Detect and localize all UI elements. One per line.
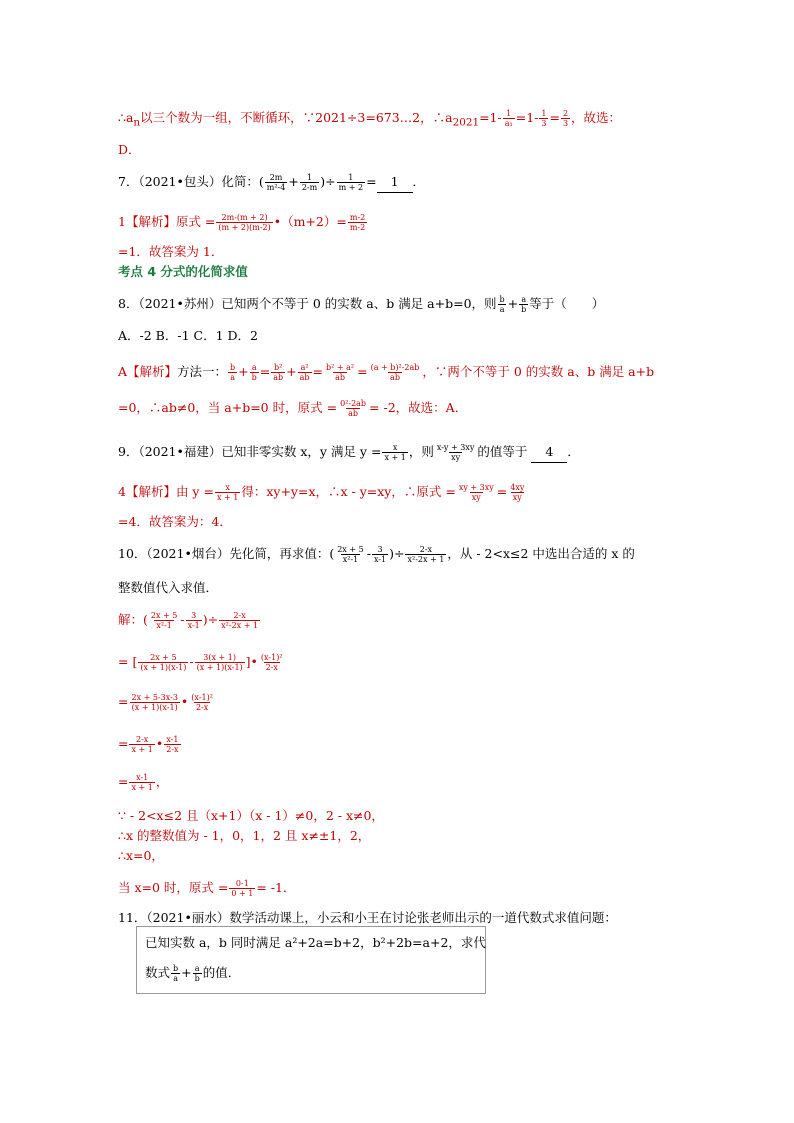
solution-10-step-8: ∴x=0， <box>118 848 164 863</box>
solution-10-step-6: ∵ - 2<x≤2 且（x+1）（x - 1）≠0，2 - x≠0， <box>118 808 384 823</box>
fraction: $\frac{\text{(a + b)²-2ab}}{ab}$ <box>370 363 420 382</box>
solution-10-step-2: = [ $\frac{2x + 5}{(x + 1)(x-1)}$ - $\frac{3(x + 1)}{(x + 1)(x-1)}$ ]• $\frac{\text{(x-1)²}}{2-x}$ <box>118 653 283 672</box>
solution-7: 1【解析】原式 = $\frac{2m-(m + 2)}{(m + 2)(m-2)}$ •（m+2）= $\frac{m-2}{m-2}$ <box>118 213 366 232</box>
fraction: $\frac{1}{2-m}$ <box>301 173 318 192</box>
fraction: $\frac{1}{3}$ <box>541 109 547 128</box>
solution-10-step-1: 解：( $\frac{2x + 5}{\text{x²-1}}$ - $\frac{3}{x-1}$ )÷ $\frac{2-x}{\text{x²-2x + 1}}$ <box>118 611 259 630</box>
fraction: $\frac{a}{b}$ <box>251 363 257 382</box>
fraction: $\frac{2}{3}$ <box>562 109 569 128</box>
fraction: $\frac{a}{b}$ <box>521 295 527 314</box>
problem-box <box>136 926 486 994</box>
solution-10-step-4: = $\frac{2-x}{x + 1}$ • $\frac{x-1}{2-x}$ <box>118 735 179 754</box>
fraction: $\frac{1}{m + 2}$ <box>338 173 364 192</box>
question-10-cont: 整数值代入求值． <box>118 580 219 595</box>
fraction: $\frac{2x + 5}{(x + 1)(x-1)}$ <box>140 653 187 672</box>
solution-10-step-3: = $\frac{2x + 5-3x-3}{(x + 1)(x-1)}$ • $\frac{\text{(x-1)²}}{2-x}$ <box>118 693 213 712</box>
problem-box-line-1: 已知实数 a，b 同时满足 a²+2a=b+2，b²+2b=a+2，求代 <box>145 935 486 950</box>
question-8-options: A．-2 B．-1 C．1 D．2 <box>118 328 258 343</box>
fraction: $\frac{\text{b²}}{ab}$ <box>273 363 284 382</box>
fraction: $\frac{x}{x + 1}$ <box>216 483 239 502</box>
solution-8: A【解析】方法一： $\frac{b}{a}$ + $\frac{a}{b}$ = $\frac{\text{b²}}{ab}$ + $\frac{\text{a²}}{ab}$ = $\frac{\text{b² + a²}}{ab}$ = $\frac{\text{(a + b)²-2ab}}{ab}$ ，∵两个不等于 0 的实数 a、b 满足 a+b <box>118 363 655 382</box>
problem-box-line-2: 数式 $\frac{b}{a}$ + $\frac{a}{b}$ 的值． <box>145 964 241 983</box>
fraction: $\frac{\text{0²-2ab}}{ab}$ <box>340 399 367 418</box>
fraction: $\frac{a}{b}$ <box>194 964 200 983</box>
fraction: $\frac{\text{(x-1)²}}{2-x}$ <box>260 653 283 672</box>
solution-10-step-5: = $\frac{x-1}{x + 1}$ ， <box>118 773 169 792</box>
fraction: $\frac{2x + 5}{\text{x²-1}}$ <box>337 545 364 564</box>
fraction: $\frac{2x + 5}{\text{x²-1}}$ <box>150 611 178 630</box>
solution-10-step-9: 当 x=0 时，原式 = $\frac{0-1}{0 + 1}$ = -1． <box>118 879 296 898</box>
question-8: 8．（2021•苏州）已知两个不等于 0 的实数 a、b 满足 a+b=0，则 $\frac{b}{a}$ + $\frac{a}{b}$ 等于（ ） <box>118 295 605 314</box>
fraction: $\frac{x}{x + 1}$ <box>384 443 406 462</box>
fraction: $\frac{x-1}{2-x}$ <box>166 735 179 754</box>
fraction: $\frac{2m}{\text{m²-4}}$ <box>266 173 286 192</box>
fraction: $\frac{3}{x-1}$ <box>187 611 200 630</box>
fraction: $\frac{\text{a²}}{ab}$ <box>299 363 310 382</box>
fraction: $\frac{\text{(x-1)²}}{2-x}$ <box>191 693 213 712</box>
section-heading: 考点 4 分式的化简求值 <box>118 264 248 279</box>
answer-blank: 4 <box>531 442 567 463</box>
fraction: $\frac{xy + 3xy}{xy}$ <box>458 483 494 502</box>
solution-9-end: =4．故答案为：4． <box>118 514 232 529</box>
fraction: $\frac{b}{a}$ <box>173 964 179 983</box>
question-11: 11．（2021•丽水）数学活动课上，小云和小王在讨论张老师出示的一道代数式求值问题： <box>118 910 617 925</box>
answer-blank: 1 <box>377 172 413 193</box>
fraction: $\frac{4xy}{xy}$ <box>510 483 525 502</box>
fraction: $\frac{b}{a}$ <box>230 363 236 382</box>
fraction: $\frac{2-x}{\text{x²-2x + 1}}$ <box>407 545 445 564</box>
fraction: $\frac{m-2}{m-2}$ <box>349 213 366 232</box>
fraction: $\frac{3}{x-1}$ <box>373 545 387 564</box>
fraction: $\frac{2-x}{x + 1}$ <box>131 735 153 754</box>
fraction: $\frac{x-y + 3xy}{xy}$ <box>436 443 475 462</box>
question-10: 10．（2021•烟台）先化简，再求值：( $\frac{2x + 5}{\text{x²-1}}$ - $\frac{3}{x-1}$ )÷ $\frac{2-x}{\text{x²-2x + 1}}$ ，从 - 2<x≤2 中选出合适的 x 的 <box>118 545 635 564</box>
solution-7-end: =1．故答案为 1． <box>118 244 224 259</box>
fraction: $\frac{3(x + 1)}{(x + 1)(x-1)}$ <box>196 653 243 672</box>
fraction: $\frac{x-1}{x + 1}$ <box>131 773 153 792</box>
question-7: 7．（2021•包头）化简：( $\frac{2m}{\text{m²-4}}$ + $\frac{1}{2-m}$ )÷ $\frac{1}{m + 2}$ = 1 ． <box>118 173 426 192</box>
fraction: $\frac{0-1}{0 + 1}$ <box>231 879 254 898</box>
solution-9: 4【解析】由 y = $\frac{x}{x + 1}$ 得：xy+y=x，∴x - y=xy，∴原式 = $\frac{xy + 3xy}{xy}$ = $\frac{4xy}{xy}$ <box>118 483 525 502</box>
question-9: 9．（2021•福建）已知非零实数 x，y 满足 y = $\frac{x}{x + 1}$ ，则 $\frac{x-y + 3xy}{xy}$ 的值等于 4 ． <box>118 443 580 462</box>
fraction: $\frac{b}{a}$ <box>499 295 505 314</box>
fraction: $\frac{2x + 5-3x-3}{(x + 1)(x-1)}$ <box>131 693 178 712</box>
fraction: $\frac{1}{\text{a₁}}$ <box>504 109 513 128</box>
solution-8-end: =0，∴ab≠0，当 a+b=0 时，原式 = $\frac{\text{0²-2ab}}{ab}$ = -2，故选：A． <box>118 399 468 418</box>
fraction: $\frac{2m-(m + 2)}{(m + 2)(m-2)}$ <box>218 213 271 232</box>
answer-d: D． <box>118 142 141 157</box>
solution-line-6-end: $\therefore a_n$以三个数为一组，不断循环，∵2021÷3=673…2，$\therefore a_{2021}=1-$ $\frac{1}{\text{a₁}}$ =1- $\frac{1}{3}$ = $\frac{2}{3}$ ，故选： <box>118 109 622 129</box>
fraction: $\frac{2-x}{\text{x²-2x + 1}}$ <box>221 611 259 630</box>
fraction: $\frac{\text{b² + a²}}{ab}$ <box>326 363 355 382</box>
solution-10-step-7: ∴x 的整数值为 - 1，0，1，2 且 x≠±1，2， <box>118 828 371 843</box>
